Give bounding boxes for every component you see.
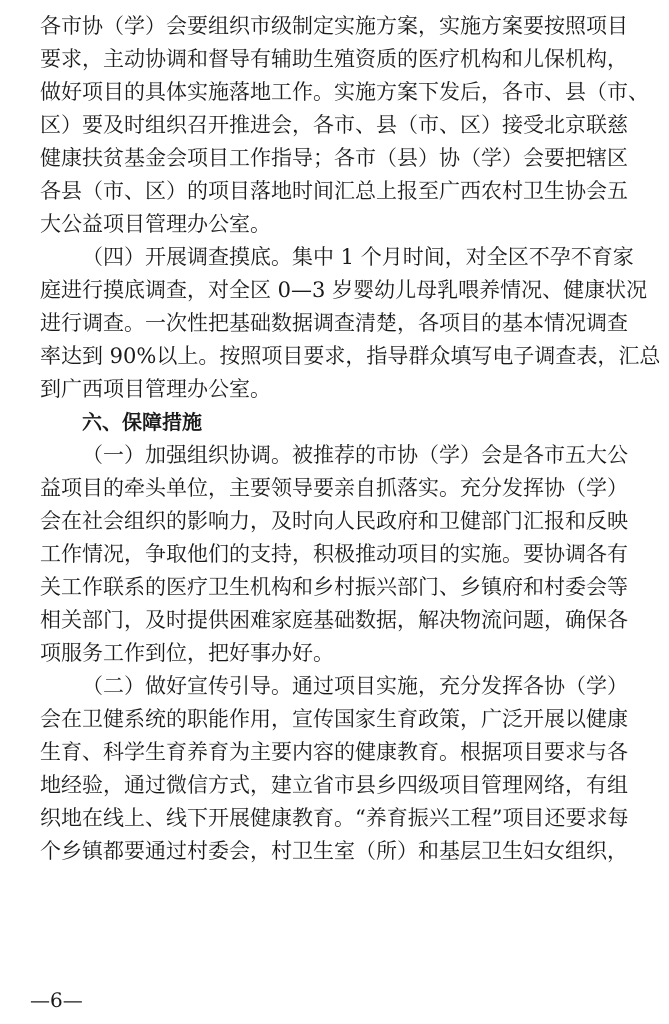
paragraph-start-line: （四）开展调查摸底。集中 1 个月时间，对全区不孕不育家 bbox=[82, 245, 634, 269]
text-line: 大公益项目管理办公室。 bbox=[40, 212, 271, 236]
text-line: 进行调查。一次性把基础数据调查清楚，各项目的基本情况调查 bbox=[40, 311, 628, 335]
text-line: 率达到 90%以上。按照项目要求，指导群众填写电子调查表，汇总 bbox=[40, 344, 661, 368]
text-line: 各市协（学）会要组织市级制定实施方案，实施方案要按照项目 bbox=[40, 14, 628, 38]
text-line: 到广西项目管理办公室。 bbox=[40, 377, 271, 401]
text-line: 要求，主动协调和督导有辅助生殖资质的医疗机构和儿保机构， bbox=[40, 47, 628, 71]
document-body bbox=[40, 10, 661, 868]
paragraph-start-line: （一）加强组织协调。被推荐的市协（学）会是各市五大公 bbox=[82, 443, 628, 467]
text-line: 工作情况，争取他们的支持，积极推动项目的实施。要协调各有 bbox=[40, 542, 628, 566]
text-line: 会在卫健系统的职能作用，宣传国家生育政策，广泛开展以健康 bbox=[40, 707, 628, 731]
paragraph-start-line: （二）做好宣传引导。通过项目实施，充分发挥各协（学） bbox=[82, 674, 628, 698]
section-heading: 六、保障措施 bbox=[82, 410, 202, 434]
text-line: 区）要及时组织召开推进会，各市、县（市、区）接受北京联慈 bbox=[40, 113, 628, 137]
text-line: 益项目的牵头单位，主要领导要亲自抓落实。充分发挥协（学） bbox=[40, 476, 628, 500]
text-line: 地经验，通过微信方式，建立省市县乡四级项目管理网络，有组 bbox=[40, 773, 628, 797]
text-line: 做好项目的具体实施落地工作。实施方案下发后，各市、县（市、 bbox=[40, 80, 649, 104]
text-line: 个乡镇都要通过村委会，村卫生室（所）和基层卫生妇女组织， bbox=[40, 839, 628, 863]
text-line: 庭进行摸底调查，对全区 0—3 岁婴幼儿母乳喂养情况、健康状况 bbox=[40, 278, 648, 302]
text-line: 关工作联系的医疗卫生机构和乡村振兴部门、乡镇府和村委会等 bbox=[40, 575, 628, 599]
text-line: 各县（市、区）的项目落地时间汇总上报至广西农村卫生协会五 bbox=[40, 179, 628, 203]
text-line: 织地在线上、线下开展健康教育。“养育振兴工程”项目还要求每 bbox=[40, 806, 629, 830]
page-number: —6— bbox=[30, 988, 83, 1012]
text-line: 项服务工作到位，把好事办好。 bbox=[40, 641, 334, 665]
text-line: 会在社会组织的影响力，及时向人民政府和卫健部门汇报和反映 bbox=[40, 509, 628, 533]
text-line: 健康扶贫基金会项目工作指导；各市（县）协（学）会要把辖区 bbox=[40, 146, 628, 170]
text-line: 生育、科学生育养育为主要内容的健康教育。根据项目要求与各 bbox=[40, 740, 628, 764]
text-line: 相关部门，及时提供困难家庭基础数据，解决物流问题，确保各 bbox=[40, 608, 628, 632]
